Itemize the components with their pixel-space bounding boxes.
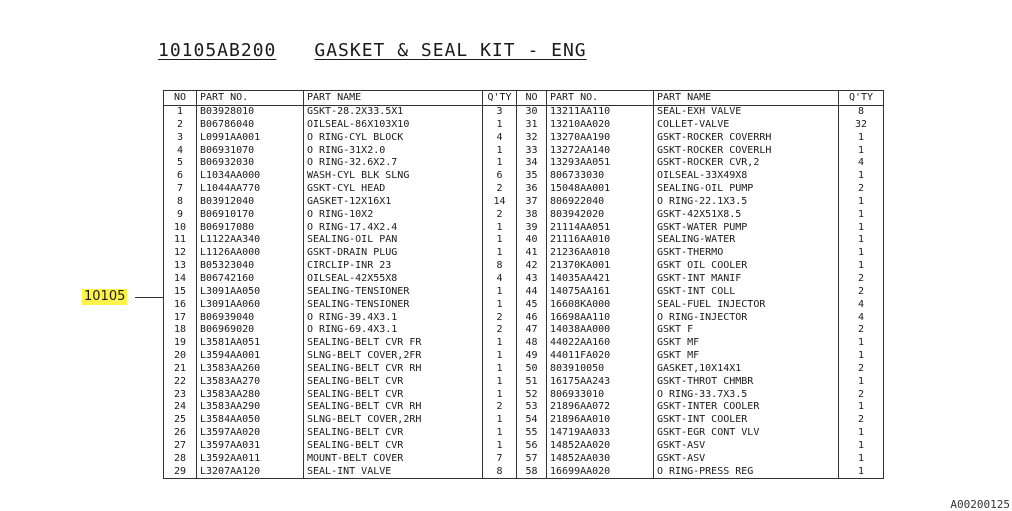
cell-part-no: 14075AA161 <box>547 286 654 299</box>
cell-part-name: SEALING-BELT CVR RH <box>304 363 483 376</box>
col-header-part-name: PART NAME <box>654 91 839 106</box>
cell-qty: 2 <box>483 312 517 325</box>
cell-qty: 4 <box>839 312 884 325</box>
cell-part-name: OILSEAL-42X55X8 <box>304 273 483 286</box>
cell-part-no: 21236AA010 <box>547 247 654 260</box>
cell-qty: 2 <box>839 389 884 402</box>
table-row <box>164 260 884 273</box>
cell-part-no: L3583AA270 <box>197 376 304 389</box>
cell-qty: 1 <box>483 286 517 299</box>
cell-no: 57 <box>517 453 547 466</box>
cell-no: 55 <box>517 427 547 440</box>
figure-reference: A00200125 <box>950 498 1010 511</box>
cell-part-no: L3583AA290 <box>197 401 304 414</box>
cell-no: 11 <box>173 234 187 246</box>
cell-no: 20 <box>173 350 187 362</box>
col-header-no: NO <box>517 91 547 106</box>
cell-part-name: SLNG-BELT COVER,2RH <box>304 414 483 427</box>
col-header-part-name: PART NAME <box>304 91 483 106</box>
cell-part-no: L0991AA001 <box>197 132 304 145</box>
cell-qty: 2 <box>483 401 517 414</box>
cell-part-no: 14719AA033 <box>547 427 654 440</box>
cell-part-name: GSKT-INT COOLER <box>654 414 839 427</box>
cell-part-name: GSKT-WATER PUMP <box>654 222 839 235</box>
cell-part-name: O RING-CYL BLOCK <box>304 132 483 145</box>
cell-part-name: GSKT-EGR CONT VLV <box>654 427 839 440</box>
cell-part-name: CIRCLIP-INR 23 <box>304 260 483 273</box>
cell-part-name: O RING-33.7X3.5 <box>654 389 839 402</box>
cell-no: 23 <box>173 388 187 400</box>
parts-table <box>163 90 884 479</box>
cell-part-name: GSKT-ROCKER COVERRH <box>654 132 839 145</box>
cell-part-no: B06932030 <box>197 157 304 170</box>
cell-qty: 1 <box>483 440 517 453</box>
cell-no: 18 <box>173 324 187 336</box>
table-row <box>164 389 884 402</box>
cell-part-name: SEAL-INT VALVE <box>304 466 483 479</box>
cell-no: 16 <box>173 298 187 310</box>
cell-part-no: L1122AA340 <box>197 234 304 247</box>
cell-part-name: GSKT-ASV <box>654 440 839 453</box>
cell-part-name: OILSEAL-86X103X10 <box>304 119 483 132</box>
cell-qty: 1 <box>839 376 884 389</box>
cell-qty: 1 <box>839 222 884 235</box>
cell-part-no: 14038AA000 <box>547 324 654 337</box>
cell-qty: 1 <box>483 222 517 235</box>
cell-part-name: O RING-32.6X2.7 <box>304 157 483 170</box>
table-row <box>164 414 884 427</box>
cell-qty: 1 <box>483 363 517 376</box>
cell-part-name: SEALING-BELT CVR <box>304 376 483 389</box>
cell-qty: 2 <box>483 324 517 337</box>
cell-part-name: GSKT-INTER COOLER <box>654 401 839 414</box>
cell-part-name: GASKET,10X14X1 <box>654 363 839 376</box>
cell-no: 40 <box>517 234 547 247</box>
cell-part-name: WASH-CYL BLK SLNG <box>304 170 483 183</box>
cell-qty: 1 <box>839 401 884 414</box>
cell-part-name: O RING-39.4X3.1 <box>304 312 483 325</box>
cell-no: 42 <box>517 260 547 273</box>
table-row <box>164 209 884 222</box>
cell-part-name: GSKT-CYL HEAD <box>304 183 483 196</box>
cell-part-no: L3583AA260 <box>197 363 304 376</box>
cell-qty: 1 <box>839 209 884 222</box>
cell-part-name: GSKT-DRAIN PLUG <box>304 247 483 260</box>
cell-qty: 4 <box>839 299 884 312</box>
cell-part-no: 806922040 <box>547 196 654 209</box>
table-row <box>164 363 884 376</box>
cell-qty: 2 <box>839 363 884 376</box>
cell-no: 35 <box>517 170 547 183</box>
cell-qty: 1 <box>483 389 517 402</box>
cell-no: 39 <box>517 222 547 235</box>
cell-part-name: O RING-22.1X3.5 <box>654 196 839 209</box>
cell-qty: 7 <box>483 453 517 466</box>
cell-part-name: SEALING-BELT CVR <box>304 427 483 440</box>
cell-part-name: O RING-31X2.0 <box>304 145 483 158</box>
cell-no: 17 <box>173 311 187 323</box>
cell-part-name: SEALING-TENSIONER <box>304 286 483 299</box>
cell-part-name: SEALING-BELT CVR <box>304 389 483 402</box>
cell-part-name: O RING-INJECTOR <box>654 312 839 325</box>
cell-qty: 1 <box>839 453 884 466</box>
cell-qty: 2 <box>483 183 517 196</box>
cell-no: 32 <box>517 132 547 145</box>
cell-qty: 1 <box>483 299 517 312</box>
cell-no: 58 <box>517 466 547 479</box>
cell-part-name: SEALING-OIL PAN <box>304 234 483 247</box>
cell-part-no: L3091AA050 <box>197 286 304 299</box>
cell-qty: 1 <box>483 119 517 132</box>
table-row <box>164 196 884 209</box>
cell-qty: 1 <box>483 350 517 363</box>
cell-part-no: 14852AA030 <box>547 453 654 466</box>
cell-no: 51 <box>517 376 547 389</box>
col-header-part-no: PART NO. <box>547 91 654 106</box>
cell-part-no: 803942020 <box>547 209 654 222</box>
cell-part-name: GSKT MF <box>654 350 839 363</box>
cell-no: 15 <box>173 285 187 297</box>
cell-part-name: SEALING-WATER <box>654 234 839 247</box>
cell-no: 4 <box>176 144 184 156</box>
cell-part-name: SLNG-BELT COVER,2FR <box>304 350 483 363</box>
cell-part-no: B06939040 <box>197 312 304 325</box>
cell-qty: 1 <box>839 247 884 260</box>
cell-part-name: GSKT-28.2X33.5X1 <box>304 106 483 119</box>
cell-part-name: GSKT MF <box>654 337 839 350</box>
cell-part-no: B06917080 <box>197 222 304 235</box>
cell-no: 24 <box>173 401 187 413</box>
cell-qty: 1 <box>839 260 884 273</box>
cell-no: 52 <box>517 389 547 402</box>
cell-qty: 1 <box>839 170 884 183</box>
cell-part-name: SEAL-EXH VALVE <box>654 106 839 119</box>
cell-part-no: 21116AA010 <box>547 234 654 247</box>
callout-leader-line <box>135 297 163 298</box>
cell-no: 21 <box>173 362 187 374</box>
cell-no: 46 <box>517 312 547 325</box>
cell-qty: 8 <box>483 260 517 273</box>
cell-qty: 1 <box>483 337 517 350</box>
cell-no: 36 <box>517 183 547 196</box>
cell-part-no: 16175AA243 <box>547 376 654 389</box>
cell-no: 1 <box>176 106 184 117</box>
cell-part-name: O RING-69.4X3.1 <box>304 324 483 337</box>
cell-part-no: L3583AA280 <box>197 389 304 402</box>
cell-qty: 1 <box>839 145 884 158</box>
cell-part-name: GSKT-ROCKER CVR,2 <box>654 157 839 170</box>
cell-qty: 2 <box>483 209 517 222</box>
table-row <box>164 273 884 286</box>
cell-no: 10 <box>173 221 187 233</box>
cell-qty: 1 <box>483 414 517 427</box>
table-row <box>164 183 884 196</box>
cell-part-no: L3592AA011 <box>197 453 304 466</box>
cell-qty: 1 <box>483 145 517 158</box>
cell-qty: 2 <box>839 324 884 337</box>
cell-part-no: L1126AA000 <box>197 247 304 260</box>
cell-no: 2 <box>176 118 184 130</box>
table-row <box>164 401 884 414</box>
cell-no: 50 <box>517 363 547 376</box>
col-header-qty: Q'TY <box>483 91 517 106</box>
table-row <box>164 376 884 389</box>
cell-qty: 2 <box>839 414 884 427</box>
table-row <box>164 145 884 158</box>
table-row <box>164 466 884 479</box>
cell-part-no: 13211AA110 <box>547 106 654 119</box>
cell-part-no: 44022AA160 <box>547 337 654 350</box>
cell-no: 14 <box>173 272 187 284</box>
cell-part-name: OILSEAL-33X49X8 <box>654 170 839 183</box>
table-row <box>164 106 884 119</box>
cell-no: 41 <box>517 247 547 260</box>
cell-part-name: O RING-PRESS REG <box>654 466 839 479</box>
cell-no: 30 <box>517 106 547 119</box>
cell-part-no: L3091AA060 <box>197 299 304 312</box>
cell-part-no: 16608KA000 <box>547 299 654 312</box>
cell-part-no: 16699AA020 <box>547 466 654 479</box>
cell-no: 22 <box>173 375 187 387</box>
cell-no: 49 <box>517 350 547 363</box>
table-row <box>164 337 884 350</box>
cell-part-no: 44011FA020 <box>547 350 654 363</box>
cell-part-name: SEALING-OIL PUMP <box>654 183 839 196</box>
cell-part-no: L3597AA031 <box>197 440 304 453</box>
cell-no: 33 <box>517 145 547 158</box>
cell-qty: 4 <box>839 157 884 170</box>
cell-qty: 4 <box>483 273 517 286</box>
cell-qty: 2 <box>839 286 884 299</box>
cell-part-name: O RING-17.4X2.4 <box>304 222 483 235</box>
table-row <box>164 157 884 170</box>
cell-part-no: 806933010 <box>547 389 654 402</box>
cell-qty: 2 <box>839 273 884 286</box>
cell-no: 5 <box>176 157 184 169</box>
cell-qty: 6 <box>483 170 517 183</box>
cell-part-no: 806733030 <box>547 170 654 183</box>
cell-qty: 1 <box>839 234 884 247</box>
table-row <box>164 119 884 132</box>
cell-qty: 1 <box>839 440 884 453</box>
cell-part-no: L1044AA770 <box>197 183 304 196</box>
cell-part-no: L3597AA020 <box>197 427 304 440</box>
cell-part-name: SEALING-BELT CVR FR <box>304 337 483 350</box>
table-row <box>164 299 884 312</box>
cell-part-no: B06742160 <box>197 273 304 286</box>
cell-no: 31 <box>517 119 547 132</box>
table-row <box>164 427 884 440</box>
cell-part-no: 21896AA072 <box>547 401 654 414</box>
cell-no: 56 <box>517 440 547 453</box>
cell-part-no: L3581AA051 <box>197 337 304 350</box>
cell-qty: 4 <box>483 132 517 145</box>
cell-part-name: COLLET-VALVE <box>654 119 839 132</box>
cell-no: 34 <box>517 157 547 170</box>
cell-qty: 1 <box>483 247 517 260</box>
cell-part-name: GSKT-INT MANIF <box>654 273 839 286</box>
cell-qty: 3 <box>483 106 517 119</box>
table-row <box>164 440 884 453</box>
cell-part-no: 13272AA140 <box>547 145 654 158</box>
cell-part-name: GSKT-THROT CHMBR <box>654 376 839 389</box>
table-row <box>164 286 884 299</box>
cell-part-name: GSKT-THERMO <box>654 247 839 260</box>
cell-no: 53 <box>517 401 547 414</box>
cell-no: 26 <box>173 427 187 439</box>
cell-no: 48 <box>517 337 547 350</box>
cell-qty: 2 <box>839 183 884 196</box>
cell-part-no: 13293AA051 <box>547 157 654 170</box>
cell-no: 29 <box>173 465 187 477</box>
col-header-no: NO <box>164 91 197 106</box>
cell-qty: 1 <box>839 350 884 363</box>
cell-part-no: L3584AA050 <box>197 414 304 427</box>
cell-part-no: 14852AA020 <box>547 440 654 453</box>
table-row <box>164 132 884 145</box>
cell-no: 12 <box>173 247 187 259</box>
cell-part-no: 21896AA010 <box>547 414 654 427</box>
cell-qty: 1 <box>839 337 884 350</box>
cell-no: 54 <box>517 414 547 427</box>
cell-no: 45 <box>517 299 547 312</box>
cell-no: 28 <box>173 452 187 464</box>
cell-no: 37 <box>517 196 547 209</box>
table-row <box>164 350 884 363</box>
cell-no: 9 <box>176 208 184 220</box>
cell-part-no: 15048AA001 <box>547 183 654 196</box>
table-row <box>164 170 884 183</box>
cell-qty: 32 <box>839 119 884 132</box>
table-row <box>164 453 884 466</box>
cell-part-no: 13270AA190 <box>547 132 654 145</box>
cell-part-name: GSKT F <box>654 324 839 337</box>
table-row <box>164 222 884 235</box>
cell-no: 27 <box>173 439 187 451</box>
cell-part-no: B05323040 <box>197 260 304 273</box>
cell-no: 47 <box>517 324 547 337</box>
cell-part-name: GSKT-ASV <box>654 453 839 466</box>
cell-qty: 1 <box>483 234 517 247</box>
cell-part-name: GSKT-ROCKER COVERLH <box>654 145 839 158</box>
table-row <box>164 234 884 247</box>
cell-qty: 1 <box>839 427 884 440</box>
cell-part-name: GSKT-42X51X8.5 <box>654 209 839 222</box>
cell-part-no: 21370KA001 <box>547 260 654 273</box>
cell-qty: 1 <box>483 427 517 440</box>
cell-no: 19 <box>173 337 187 349</box>
kit-part-number: 10105AB200 <box>158 40 277 61</box>
cell-qty: 8 <box>483 466 517 479</box>
cell-no: 44 <box>517 286 547 299</box>
cell-part-name: SEALING-TENSIONER <box>304 299 483 312</box>
cell-part-no: B03928010 <box>197 106 304 119</box>
table-row <box>164 247 884 260</box>
cell-no: 43 <box>517 273 547 286</box>
cell-part-name: O RING-10X2 <box>304 209 483 222</box>
cell-part-no: L3594AA001 <box>197 350 304 363</box>
cell-no: 8 <box>176 195 184 207</box>
cell-no: 13 <box>173 260 187 272</box>
cell-part-name: MOUNT-BELT COVER <box>304 453 483 466</box>
cell-qty: 1 <box>483 376 517 389</box>
cell-qty: 8 <box>839 106 884 119</box>
cell-qty: 1 <box>839 132 884 145</box>
cell-part-name: SEALING-BELT CVR <box>304 440 483 453</box>
cell-part-no: B06910170 <box>197 209 304 222</box>
table-row <box>164 312 884 325</box>
cell-part-name: GSKT-INT COLL <box>654 286 839 299</box>
table-header-row <box>164 91 884 106</box>
cell-part-no: B03912040 <box>197 196 304 209</box>
cell-part-no: B06969020 <box>197 324 304 337</box>
cell-part-no: B06786040 <box>197 119 304 132</box>
cell-part-no: L1034AA000 <box>197 170 304 183</box>
cell-part-no: 14035AA421 <box>547 273 654 286</box>
parts-table-body <box>164 106 884 479</box>
cell-no: 7 <box>176 183 184 195</box>
cell-part-name: GASKET-12X16X1 <box>304 196 483 209</box>
cell-part-no: B06931070 <box>197 145 304 158</box>
cell-qty: 14 <box>483 196 517 209</box>
cell-no: 25 <box>173 414 187 426</box>
callout-label: 10105 <box>84 289 126 304</box>
col-header-part-no: PART NO. <box>197 91 304 106</box>
cell-no: 6 <box>176 170 184 182</box>
cell-part-no: L3207AA120 <box>197 466 304 479</box>
cell-qty: 1 <box>839 466 884 479</box>
kit-title: GASKET & SEAL KIT - ENG <box>314 40 587 61</box>
cell-part-name: SEAL-FUEL INJECTOR <box>654 299 839 312</box>
cell-part-no: 21114AA051 <box>547 222 654 235</box>
cell-part-name: SEALING-BELT CVR RH <box>304 401 483 414</box>
cell-qty: 1 <box>483 157 517 170</box>
col-header-qty: Q'TY <box>839 91 884 106</box>
cell-no: 3 <box>176 131 184 143</box>
diagram-title <box>158 40 587 64</box>
cell-no: 38 <box>517 209 547 222</box>
cell-part-no: 16698AA110 <box>547 312 654 325</box>
cell-part-no: 803910050 <box>547 363 654 376</box>
cell-part-name: GSKT OIL COOLER <box>654 260 839 273</box>
table-row <box>164 324 884 337</box>
cell-qty: 1 <box>839 196 884 209</box>
cell-part-no: 13210AA020 <box>547 119 654 132</box>
